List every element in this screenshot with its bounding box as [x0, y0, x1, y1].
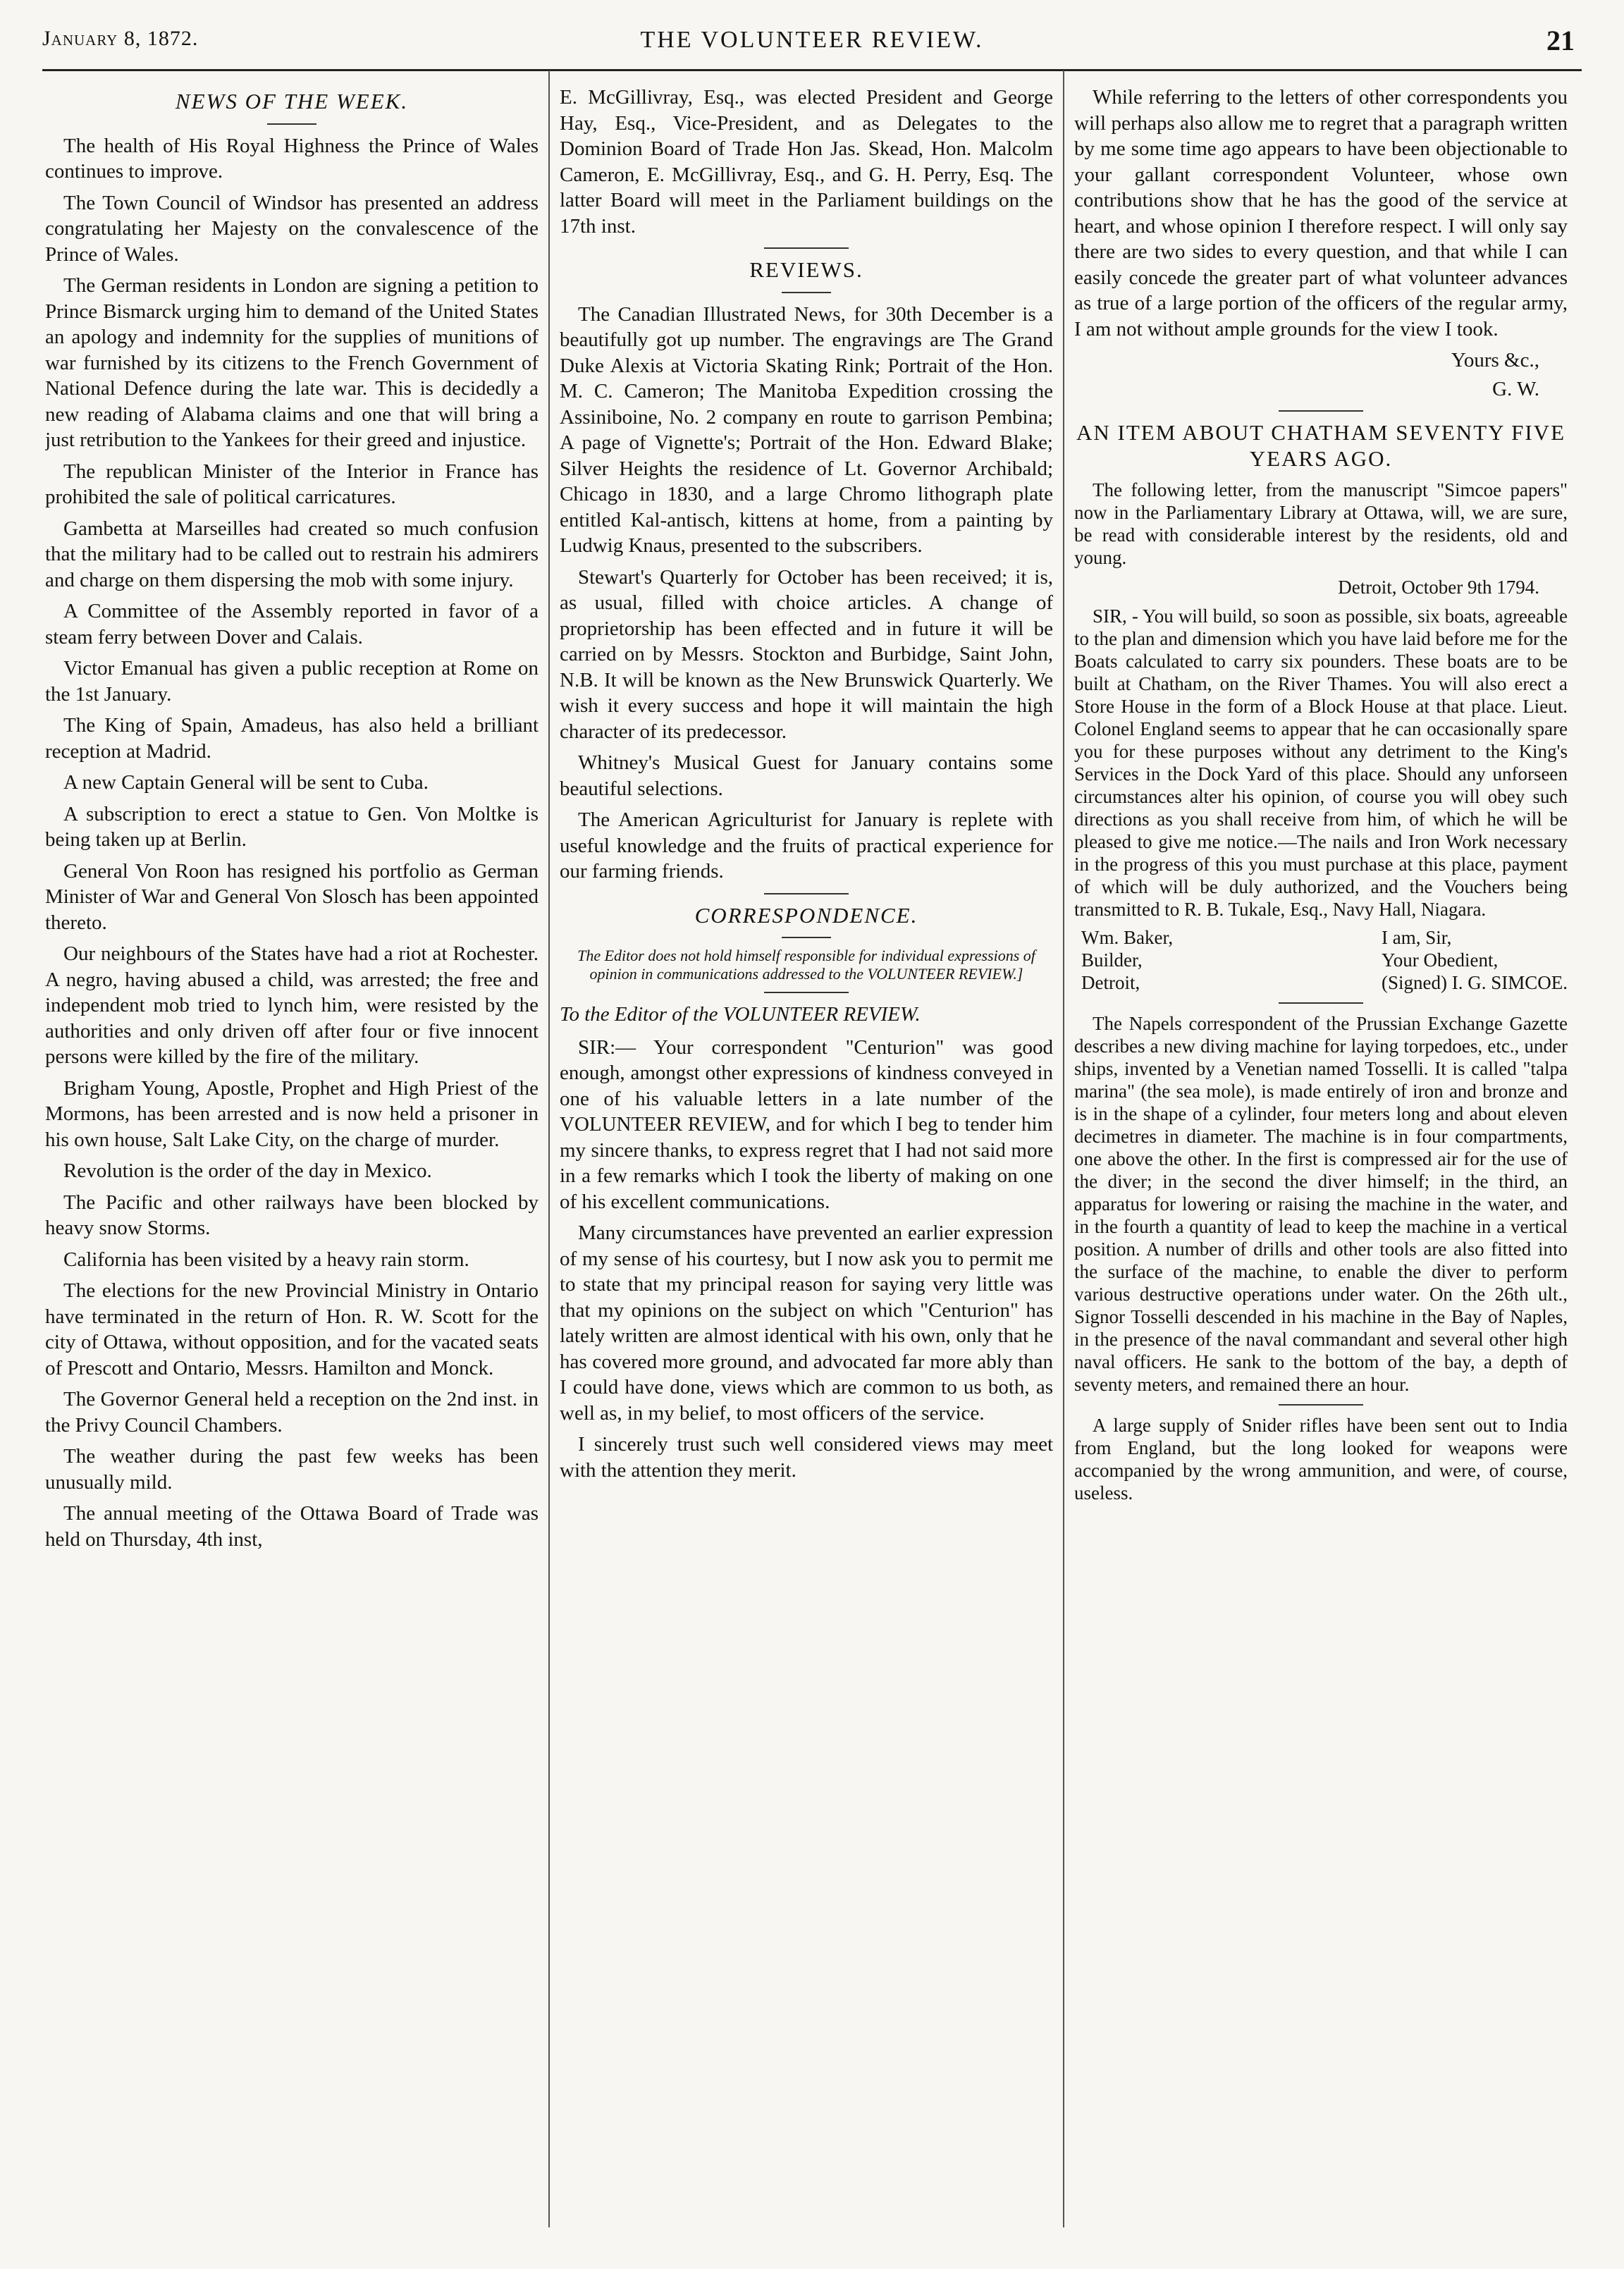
- letter-initials: G. W.: [1492, 377, 1539, 400]
- page-number: 21: [1546, 25, 1575, 56]
- news-item: The annual meeting of the Ottawa Board of Trade was held on Thursday, 4th inst,: [45, 1502, 539, 1551]
- review-item: Whitney's Musical Guest for January contains some beautiful selections.: [560, 751, 1053, 800]
- news-item: A subscription to erect a statue to Gen. Von Moltke is being taken up at Berlin.: [45, 802, 539, 851]
- simcoe-letter: SIR, - You will build, so soon as possible, six boats, agreeable to the plan and dimension which you have laid before me for the Boats calculated to carry six pounders. These boats are to be built at Chatham, on the River Thames. You will also erect a Store House in the form of a Block House at that place. Lieut. Colonel England seems to appear that he can occasionally spare you for these purposes without any detriment to the King's Services in the Dock Yard of this place. Should any unforseen circumstances alter his opinion, of course you will obey such directions as you shall receive from him, of which he will be pleased to give me notice.—The nails and Iron Work necessary in the progress of this you must purchase at this place, payment of which will be duly authorized, and the Vouchers being transmitted to R. B. Tukale, Esq., Navy Hall, Niagara.: [1074, 605, 1568, 920]
- masthead-title: THE VOLUNTEER REVIEW.: [640, 27, 984, 53]
- letter-closing: Yours &c.,: [1451, 349, 1539, 371]
- divider: [764, 992, 849, 993]
- chatham-intro: The following letter, from the manuscript "Simcoe papers" now in the Parliamentary Library at Ottawa, will, we are sure, be read with considerable interest by the residents, old and young.: [1074, 479, 1568, 568]
- divider: [1279, 410, 1363, 412]
- letter-paragraph: SIR:— Your correspondent "Centurion" was good enough, amongst other expressions of kindness conveyed in one of his valuable letters in a late number of the VOLUNTEER REVIEW, and for which I beg to tender him my sincere thanks, to express regret that I had not said more in a few remarks which I took the liberty of making on one of his excellent communications.: [560, 1035, 1053, 1213]
- header-rule: [42, 69, 1582, 71]
- addressee: Wm. Baker, Builder, Detroit,: [1081, 926, 1174, 993]
- news-item: The weather during the past few weeks has been unusually mild.: [45, 1445, 539, 1494]
- letter-salutation-line: To the Editor of the VOLUNTEER REVIEW.: [560, 1003, 921, 1026]
- page-header: [0, 27, 1624, 69]
- editor-disclaimer: The Editor does not hold himself responsible for individual expressions of opinion in communications addressed to the VOLUNTEER REVIEW.]: [577, 947, 1035, 983]
- news-item: The King of Spain, Amadeus, has also held a brilliant reception at Madrid.: [45, 714, 539, 763]
- news-item: The health of His Royal Highness the Prince of Wales continues to improve.: [45, 134, 539, 183]
- review-item: The American Agriculturist for January is replete with useful knowledge and the fruits of practical experience for our farming friends.: [560, 808, 1053, 883]
- letter-dateline: Detroit, October 9th 1794.: [1338, 577, 1539, 598]
- news-item: The Town Council of Windsor has presented an address congratulating her Majesty on the convalescence of the Prince of Wales.: [45, 191, 539, 266]
- news-item: The republican Minister of the Interior in France has prohibited the sale of political carricatures.: [45, 460, 539, 508]
- snider-item: A large supply of Snider rifles have been sent out to India from England, but the long looked for weapons were accompanied by the wrong ammunition, and were, of course, useless.: [1074, 1414, 1568, 1504]
- column-rule: [548, 70, 550, 2227]
- news-item: California has been visited by a heavy rain storm.: [63, 1248, 469, 1271]
- news-heading: NEWS OF THE WEEK.: [175, 89, 409, 113]
- naples-item: The Napels correspondent of the Prussian Exchange Gazette describes a new diving machine for laying torpedoes, etc., under ships, invented by a Venetian named Tosselli. It is called "talpa marina" (the sea mole), is made entirely of iron and bronze and is in the shape of a cylinder, four meters long and about eleven decimetres in diameter. The machine is in four compartments, one above the other. In the first is compressed air for the use of the diver; in the second the diver himself; in the third, an apparatus for lowering or raising the machine in the water, and in the fourth a quantity of lead to keep the machine in a vertical position. A number of drills and other tools are also fitted into the surface of the machine, to enable the diver to perform various destructive operations under water. On the 26th ult., Signor Tosselli descended in his machine in the Bay of Naples, in the presence of the naval commandant and several other high naval officers. He sank to the bottom of the bay, a depth of seventy meters, and remained there an hour.: [1074, 1012, 1568, 1395]
- news-item: Victor Emanual has given a public reception at Rome on the 1st January.: [45, 657, 539, 706]
- news-item: The Governor General held a reception on the 2nd inst. in the Privy Council Chambers.: [45, 1388, 539, 1437]
- signature: I am, Sir, Your Obedient, (Signed) I. G. SIMCOE.: [1382, 926, 1568, 993]
- divider: [1279, 1404, 1363, 1406]
- review-item: Stewart's Quarterly for October has been received; it is, as usual, filled with choice articles. A change of proprietorship has been effected and in future it will be carried on by Messrs. Stockton and Burbidge, Saint John, N.B. It will be known as the New Brunswick Quarterly. We wish it every success and hope it will maintain the high character of its predecessor.: [560, 565, 1053, 743]
- letter-paragraph: Many circumstances have prevented an earlier expression of my sense of his courtesy, but I now ask you to permit me to state that my principal reason for saying very little was that my opinions on the subject on which "Centurion" has lately written are almost identical with his own, only that he has covered more ground, and advocated far more ably than I could have done, views which are common to us both, as well as, in my belief, to most officers of the service.: [560, 1222, 1053, 1425]
- news-item: General Von Roon has resigned his portfolio as German Minister of War and General Von Slosch has been appointed thereto.: [45, 859, 539, 934]
- column-news: [45, 85, 539, 2256]
- letter-continuation: While referring to the letters of other correspondents you will perhaps also allow me to regret that a paragraph written by me some time ago appears to have been objectionable to your gallant correspondent Volunteer, whose own contributions show that he has the good of the service at heart, and whose opinion I therefore respect. I will only say there are two sides to every question, and that while I can easily concede the greater part of what volunteer advances as true of a large portion of the officers of the regular army, I am not without ample grounds for the view I took.: [1074, 86, 1568, 340]
- chatham-heading: AN ITEM ABOUT CHATHAM SEVENTY FIVE YEARS AGO.: [1076, 420, 1566, 471]
- divider: [782, 292, 831, 293]
- news-item: Gambetta at Marseilles had created so much confusion that the military had to be called out to restrain his admirers and charge on them dispersing the mob with some injury.: [45, 517, 539, 591]
- column-rule: [1063, 70, 1064, 2227]
- news-item: The Pacific and other railways have been blocked by heavy snow Storms.: [45, 1191, 539, 1239]
- review-item: The Canadian Illustrated News, for 30th December is a beautifully got up number. The engravings are The Grand Duke Alexis at Victoria Skating Rink; Portrait of the Hon. M. C. Cameron; The Manitoba Expedition crossing the Assiniboine, No. 2 company en route to garrison Pembina; A page of Vignette's; Portrait of the Hon. Edward Blake; Silver Heights the residence of Lt. Governor Archibald; Chicago in 1830, and a large Chromo lithograph plate entitled Kal-antisch, kittens at home, from a painting by Ludwig Knaus, presented to the subscribers.: [560, 302, 1053, 557]
- news-item: The German residents in London are signing a petition to Prince Bismarck urging him to demand of the United States an apology and indemnity for the supplies of munitions of war furnished by its citizens to the French Government of National Defence during the late war. This is decidedly a new reading of Alabama claims and one that will bring a just retribution to the Yankees for their greed and injustice.: [45, 274, 539, 451]
- divider: [764, 247, 849, 249]
- signature-block: [1081, 926, 1568, 994]
- column-letters: [1074, 85, 1568, 2256]
- divider: [267, 123, 316, 125]
- news-item: Brigham Young, Apostle, Prophet and High Priest of the Mormons, has been arrested and is now held a prisoner in his own house, Salt Lake City, on the charge of murder.: [45, 1076, 539, 1151]
- reviews-heading: REVIEWS.: [749, 257, 863, 282]
- column-reviews: [560, 85, 1053, 2256]
- news-item: A new Captain General will be sent to Cuba.: [63, 771, 429, 794]
- divider: [1279, 1002, 1363, 1004]
- news-item: Our neighbours of the States have had a riot at Rochester. A negro, having abused a child, was arrested; the free and independent mob tried to lynch him, were resisted by the authorities and only driven off after four or five innocent persons were killed by the fire of the military.: [45, 942, 539, 1068]
- correspondence-heading: CORRESPONDENCE.: [694, 902, 918, 928]
- divider: [782, 937, 831, 938]
- news-item: The elections for the new Provincial Ministry in Ontario have terminated in the return of Hon. R. W. Scott for the city of Ottawa, without opposition, and for the vacated seats of Prescott and Ontario, Messrs. Hamilton and Monck.: [45, 1279, 539, 1379]
- news-continuation: E. McGillivray, Esq., was elected President and George Hay, Esq., Vice-President, and as Delegates to the Dominion Board of Trade Hon Jas. Skead, Hon. Malcolm Cameron, E. McGillivray, Esq., and G. H. Perry, Esq. The latter Board will meet in the Parliament buildings on the 17th inst.: [560, 86, 1053, 238]
- letter-paragraph: I sincerely trust such well considered views may meet with the attention they merit.: [560, 1433, 1053, 1482]
- issue-date: January 8, 1872.: [42, 27, 199, 50]
- news-item: A Committee of the Assembly reported in favor of a steam ferry between Dover and Calais.: [45, 600, 539, 648]
- divider: [764, 893, 849, 894]
- news-item: Revolution is the order of the day in Mexico.: [63, 1160, 432, 1182]
